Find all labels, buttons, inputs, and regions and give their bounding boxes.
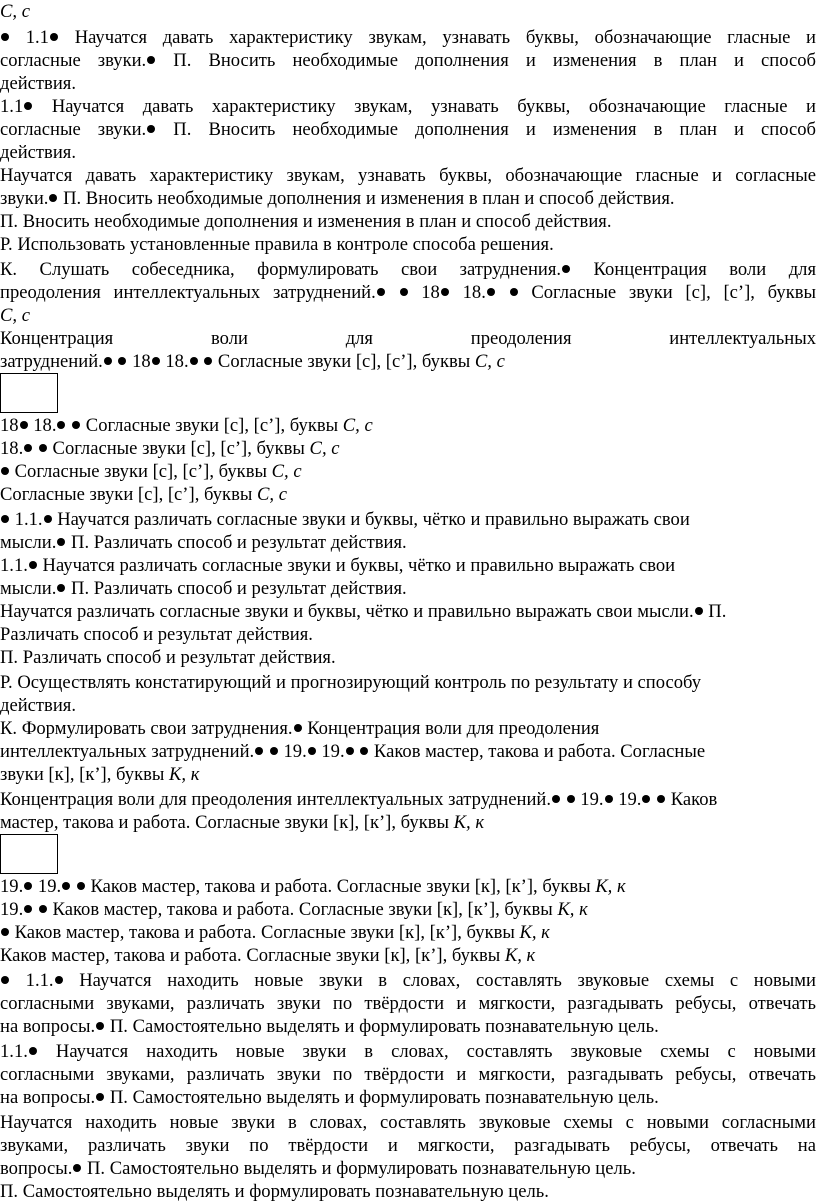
text-segment: 18. [0, 438, 24, 459]
text-segment: согласные звуки. [0, 50, 147, 71]
bullet-icon [50, 33, 58, 41]
bullet-icon [147, 125, 155, 133]
text-segment: 1.1. [10, 509, 43, 530]
text-segment: Согласные звуки [с], [с’], буквы [47, 438, 310, 459]
text-segment [496, 282, 509, 303]
text-segment: Научатся различать согласные звуки и буквы, чётко и правильно выражать свои [37, 555, 676, 576]
text-segment: П. Самостоятельно выделять и формулировать познавательную цель. [105, 1087, 659, 1108]
text-segment: Каков мастер, такова и работа. Согласные звуки [к], [к’], буквы [85, 876, 596, 897]
text-segment: мастер, такова и работа. Согласные звуки [к], [к’], буквы [0, 812, 454, 833]
text-segment [33, 438, 38, 459]
bullet-icon [567, 795, 575, 803]
bullet-icon [29, 561, 37, 569]
bullet-icon [24, 882, 32, 890]
text-segment: действия. [0, 73, 76, 94]
text-segment: Р. Использовать установленные правила в контроле способа решения. [0, 234, 554, 255]
text-segment: Согласные звуки [с], [с’], буквы [518, 282, 816, 303]
text-line [0, 740, 816, 763]
text-line [0, 483, 816, 506]
text-segment: 18. [160, 351, 189, 372]
text-segment: Согласные звуки [с], [с’], буквы [10, 461, 272, 482]
bullet-icon [57, 538, 65, 546]
bullet-icon [552, 795, 560, 803]
italic-letters: С, с [271, 461, 302, 482]
text-segment: П. Различать способ и результат действия. [66, 578, 407, 599]
text-segment: П. Самостоятельно выделять и формулировать познавательную цель. [0, 1181, 549, 1202]
text-line [0, 118, 816, 141]
text-segment [651, 789, 656, 810]
bullet-icon [44, 515, 52, 523]
text-line [0, 717, 816, 740]
text-segment: согласными звуками, различать звуки по твёрдости и мягкости, разгадывать ребусы, отвечать [0, 993, 816, 1014]
bullet-icon [308, 747, 316, 755]
bullet-icon [96, 1022, 104, 1030]
bullet-icon [24, 444, 32, 452]
text-segment: Различать способ и результат действия. [0, 624, 313, 645]
text-segment: 18 [0, 415, 19, 436]
text-segment: звуки. [0, 188, 49, 209]
text-segment: К. Формулировать свои затруднения. [0, 718, 293, 739]
text-line [0, 141, 816, 164]
text-line [0, 1040, 816, 1063]
bullet-icon [49, 194, 57, 202]
text-line [0, 969, 816, 992]
text-segment: звуки [к], [к’], буквы [0, 764, 170, 785]
empty-frame-box [0, 373, 58, 413]
text-segment: П. Вносить необходимые дополнения и изменения в план и способ [156, 50, 816, 71]
bullet-icon [510, 288, 518, 296]
bullet-icon [96, 1093, 104, 1101]
bullet-icon [360, 747, 368, 755]
bullet-icon [642, 795, 650, 803]
bullet-icon [73, 1164, 81, 1172]
bullet-icon [1, 467, 9, 475]
bullet-icon [1, 928, 9, 936]
text-line [0, 531, 816, 554]
text-line [0, 187, 816, 210]
text-segment: 18. [449, 282, 486, 303]
bullet-icon [57, 421, 65, 429]
bullet-icon [20, 421, 28, 429]
text-segment: П. Вносить необходимые дополнения и изменения в план и способ [156, 119, 816, 140]
bullet-icon [204, 357, 212, 365]
text-line [0, 414, 816, 437]
italic-letters: С, с [0, 1, 30, 22]
text-line [0, 350, 816, 373]
text-segment [561, 789, 566, 810]
bullet-icon [605, 795, 613, 803]
text-segment [33, 899, 38, 920]
bullet-icon [77, 882, 85, 890]
bullet-icon [377, 288, 385, 296]
text-segment: Концентрация воли для преодоления интеллектуальных затруднений. [0, 789, 551, 810]
text-line [0, 646, 816, 669]
text-segment: П. Вносить необходимые дополнения и изменения в план и способ действия. [58, 188, 675, 209]
text-segment: вопросы. [0, 1158, 73, 1179]
text-segment: Р. Осуществлять констатирующий и прогнозирующий контроль по результату и способу [0, 672, 702, 693]
text-segment: П. [703, 601, 727, 622]
text-segment: Каков мастер, такова и работа. Согласные звуки [к], [к’], буквы [47, 899, 558, 920]
italic-letters: С, с [0, 305, 30, 326]
italic-letters: С, с [309, 438, 340, 459]
text-line [0, 210, 816, 233]
text-segment: 1.1 [10, 27, 49, 48]
bullet-icon [562, 265, 570, 273]
text-segment: Каков [666, 789, 718, 810]
text-segment: Согласные звуки [с], [с’], буквы [213, 351, 475, 372]
text-segment: П. Самостоятельно выделять и формулировать познавательную цель. [105, 1016, 659, 1037]
text-segment: затруднений. [0, 351, 103, 372]
text-line [0, 95, 816, 118]
text-line [0, 49, 816, 72]
bullet-icon [55, 976, 63, 984]
text-segment: 19. [33, 876, 62, 897]
bullet-icon [57, 584, 65, 592]
italic-letters: К, к [557, 899, 588, 920]
text-line [0, 992, 816, 1015]
text-line [0, 921, 816, 944]
text-line [0, 577, 816, 600]
text-line [0, 1086, 816, 1109]
text-line [0, 1157, 816, 1180]
bullet-icon [190, 357, 198, 365]
text-segment: 1.1. [0, 1041, 28, 1062]
bullet-icon [147, 56, 155, 64]
text-segment: 19. [0, 899, 24, 920]
text-segment: П. Самостоятельно выделять и формулировать познавательную цель. [82, 1158, 636, 1179]
bullet-icon [29, 1047, 37, 1055]
italic-letters: К, к [504, 945, 536, 966]
text-segment: К. Слушать собеседника, формулировать свои затруднения. [0, 259, 562, 280]
text-segment: на вопросы. [0, 1016, 96, 1037]
text-segment [113, 351, 118, 372]
text-segment: действия. [0, 695, 76, 716]
bullet-icon [62, 882, 70, 890]
text-segment: мысли. [0, 578, 57, 599]
text-line [0, 763, 816, 786]
bullet-icon [270, 747, 278, 755]
text-segment: 19. [613, 789, 642, 810]
text-segment: на вопросы. [0, 1087, 96, 1108]
text-segment: звуками, различать звуки по твёрдости и мягкости, разгадывать ребусы, отвечать на [0, 1135, 816, 1156]
text-line [0, 1063, 816, 1086]
text-segment: 18 [408, 282, 440, 303]
text-line [0, 554, 816, 577]
italic-letters: С, с [474, 351, 505, 372]
text-segment: 1.1. [10, 970, 54, 991]
text-segment: преодоления интеллектуальных затруднений. [0, 282, 376, 303]
italic-letters: К, к [519, 922, 550, 943]
bullet-icon [487, 288, 495, 296]
text-line [0, 281, 816, 304]
text-segment: Каков мастер, такова и работа. Согласные звуки [к], [к’], буквы [0, 945, 505, 966]
text-segment [71, 876, 76, 897]
italic-letters: С, с [342, 415, 373, 436]
italic-letters: К, к [169, 764, 200, 785]
italic-letters: К, к [453, 812, 485, 833]
text-segment: П. Вносить необходимые дополнения и изменения в план и способ действия. [0, 211, 612, 232]
text-line [0, 437, 816, 460]
bullet-icon [39, 905, 47, 913]
text-line [0, 600, 816, 623]
empty-frame-box [0, 834, 58, 874]
text-line [0, 898, 816, 921]
text-segment: Научатся давать характеристику звукам, узнавать буквы, обозначающие гласные и согласные [0, 165, 816, 186]
text-segment: Концентрация воли для [571, 259, 816, 280]
text-line [0, 1134, 816, 1157]
bullet-icon [72, 421, 80, 429]
text-segment: 19. [575, 789, 604, 810]
bullet-icon [657, 795, 665, 803]
text-segment [386, 282, 399, 303]
text-line [0, 0, 816, 23]
text-line [0, 811, 816, 834]
text-line [0, 327, 816, 350]
text-segment: 19. [278, 741, 307, 762]
bullet-icon [1, 33, 9, 41]
text-segment: Научатся давать характеристику звукам, узнавать буквы, обозначающие гласные и [33, 96, 816, 117]
text-segment: Концентрация воли для преодоления [302, 718, 600, 739]
text-segment: согласными звуками, различать звуки по твёрдости и мягкости, разгадывать ребусы, отвечать [0, 1064, 816, 1085]
text-line [0, 671, 816, 694]
bullet-icon [1, 515, 9, 523]
text-line [0, 788, 816, 811]
text-segment [199, 351, 204, 372]
text-segment [66, 415, 71, 436]
bullet-icon [24, 102, 32, 110]
text-segment: согласные звуки. [0, 119, 147, 140]
text-line [0, 1015, 816, 1038]
bullet-icon [118, 357, 126, 365]
bullet-icon [39, 444, 47, 452]
text-segment [264, 741, 269, 762]
text-line [0, 1111, 816, 1134]
text-segment: Научатся находить новые звуки в словах, составлять звуковые схемы с новыми [37, 1041, 816, 1062]
bullet-icon [255, 747, 263, 755]
text-line [0, 258, 816, 281]
text-segment: мысли. [0, 532, 57, 553]
bullet-icon [346, 747, 354, 755]
bullet-icon [695, 607, 703, 615]
text-line [0, 694, 816, 717]
text-line [0, 1180, 816, 1203]
text-segment: Согласные звуки [с], [с’], буквы [0, 484, 257, 505]
text-line [0, 72, 816, 95]
text-segment: Научатся различать согласные звуки и буквы, чётко и правильно выражать свои [52, 509, 690, 530]
text-segment: 1.1 [0, 96, 24, 117]
text-segment: 18 [127, 351, 151, 372]
text-segment: П. Различать способ и результат действия. [66, 532, 407, 553]
text-segment: Научатся находить новые звуки в словах, составлять звуковые схемы с новыми [63, 970, 816, 991]
text-line [0, 233, 816, 256]
text-segment: 19. [0, 876, 24, 897]
text-segment: 18. [28, 415, 57, 436]
text-line [0, 508, 816, 531]
text-segment: Научатся различать согласные звуки и буквы, чётко и правильно выражать свои мысли. [0, 601, 694, 622]
text-segment: Концентрация воли для преодоления интеллектуальных [0, 328, 816, 349]
text-segment: Каков мастер, такова и работа. Согласные звуки [к], [к’], буквы [10, 922, 520, 943]
bullet-icon [24, 905, 32, 913]
italic-letters: С, с [257, 484, 287, 505]
text-segment: 1.1. [0, 555, 28, 576]
text-segment: Научатся давать характеристику звукам, узнавать буквы, обозначающие гласные и [58, 27, 816, 48]
text-line [0, 944, 816, 967]
text-line [0, 304, 816, 327]
text-segment: Согласные звуки [с], [с’], буквы [81, 415, 343, 436]
bullet-icon [400, 288, 408, 296]
text-line [0, 460, 816, 483]
bullet-icon [152, 357, 160, 365]
bullet-icon [441, 288, 449, 296]
text-segment: действия. [0, 142, 76, 163]
bullet-icon [1, 976, 9, 984]
text-segment: Научатся находить новые звуки в словах, составлять звуковые схемы с новыми согласными [0, 1112, 816, 1133]
text-segment [355, 741, 360, 762]
bullet-icon [294, 724, 302, 732]
text-segment: 19. [316, 741, 345, 762]
text-line [0, 26, 816, 49]
text-line [0, 875, 816, 898]
text-segment: интеллектуальных затруднений. [0, 741, 255, 762]
text-segment: П. Различать способ и результат действия. [0, 647, 336, 668]
text-segment: Каков мастер, такова и работа. Согласные [369, 741, 706, 762]
bullet-icon [104, 357, 112, 365]
italic-letters: К, к [595, 876, 626, 897]
text-line [0, 623, 816, 646]
text-line [0, 164, 816, 187]
